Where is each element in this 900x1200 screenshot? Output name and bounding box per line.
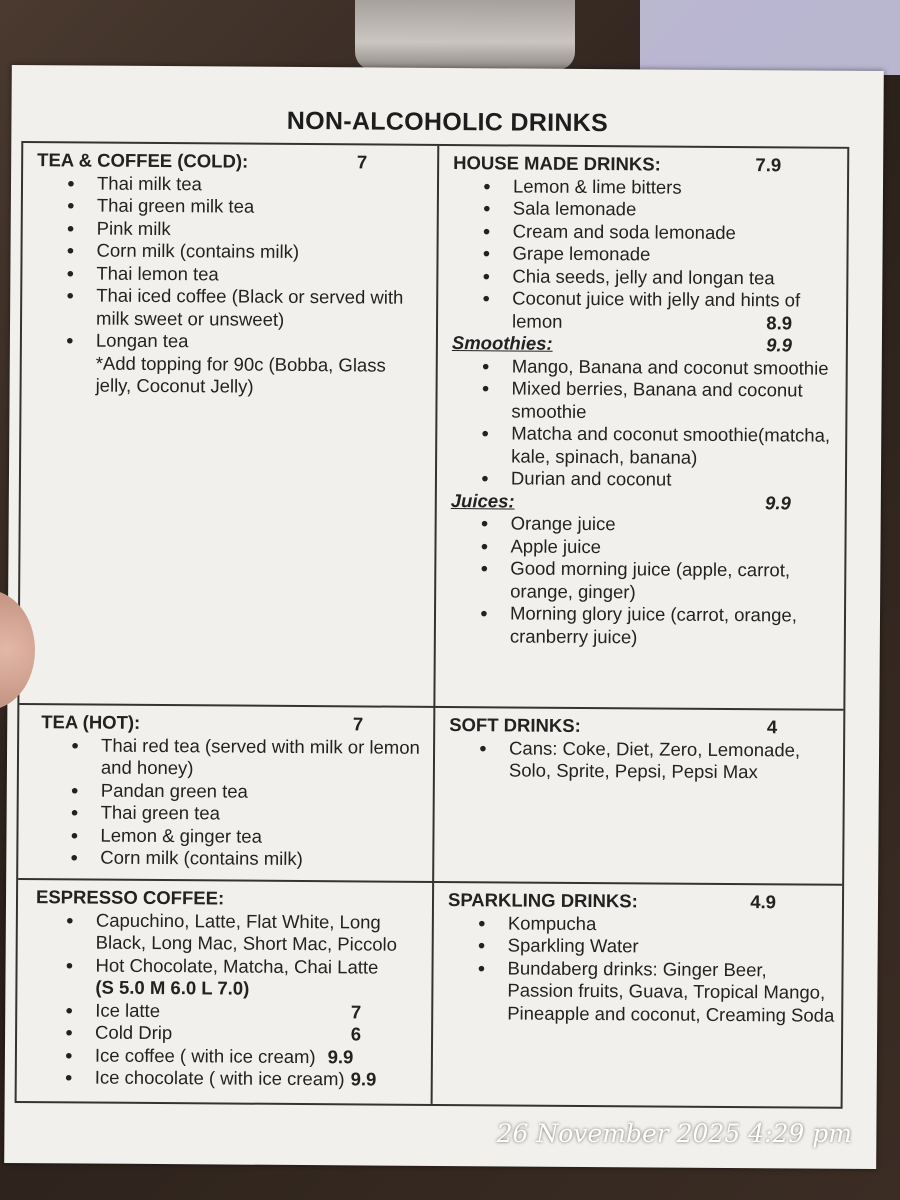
priced-item-list — [35, 999, 422, 1092]
list-item: ● Sala lemonade — [513, 197, 841, 222]
section-soft-drinks — [434, 708, 847, 884]
list-item: ● Pandan green tea — [101, 779, 423, 804]
list-item — [95, 1067, 421, 1092]
item-list — [450, 512, 839, 650]
list-item: ● Lemon & ginger tea — [100, 824, 422, 849]
item-price: 6 — [350, 1023, 362, 1045]
list-item: ● Pink milk — [97, 217, 427, 242]
list-item: ● Thai red tea (served with milk or lemon and honey) — [101, 734, 423, 781]
list-item — [512, 287, 840, 334]
section-tea-coffee-cold — [19, 143, 437, 706]
list-item: ● Chia seeds, jelly and longan tea — [512, 265, 840, 290]
list-item: ● Hot Chocolate, Matcha, Chai Latte — [95, 954, 421, 979]
item-price: 9.9 — [350, 1068, 377, 1090]
section-heading: TEA (HOT): — [41, 711, 141, 733]
section-heading: SPARKLING DRINKS: — [447, 889, 638, 912]
section-header — [36, 886, 422, 911]
list-item: ● Matcha and coconut smoothie(matcha, kale, spinach, banana) — [511, 422, 839, 469]
list-item: ● Cream and soda lemonade — [513, 220, 841, 245]
water-glass — [355, 0, 575, 70]
subsection-price: 9.9 — [765, 491, 791, 513]
section-header — [37, 149, 427, 174]
section-header — [449, 714, 837, 739]
list-item — [95, 1022, 421, 1047]
list-item: ● Kompucha — [508, 912, 836, 937]
list-item: ● Durian and coconut — [511, 467, 839, 492]
subsection-heading: Juices: — [450, 489, 515, 511]
item-list — [36, 172, 427, 355]
section-house-made — [435, 146, 851, 709]
section-header — [453, 152, 841, 177]
menu-sheet — [4, 65, 884, 1169]
list-item: ● Lemon & lime bitters — [513, 175, 841, 200]
item-list — [40, 734, 423, 872]
section-heading: HOUSE MADE DRINKS: — [453, 152, 661, 175]
subsection-header-juices — [451, 490, 839, 515]
item-list — [452, 175, 841, 335]
section-header — [448, 889, 836, 914]
list-item: ● Thai milk tea — [97, 172, 427, 197]
list-item: ● Thai green milk tea — [97, 195, 427, 220]
photo-timestamp: 26 November 2025 4:29 pm — [496, 1119, 852, 1148]
section-header — [41, 711, 423, 736]
section-price: 7.9 — [755, 154, 782, 176]
section-price: 4 — [766, 716, 778, 738]
section-price: 7 — [352, 713, 364, 735]
item-name: Cold Drip — [95, 1021, 173, 1044]
menu-title: NON-ALCOHOLIC DRINKS — [286, 106, 609, 138]
list-item: ● Capuchino, Latte, Flat White, Long Black, Long Mac, Short Mac, Piccolo — [96, 909, 422, 956]
section-tea-hot — [18, 705, 433, 881]
napkin — [640, 0, 900, 75]
section-heading: ESPRESSO COFFEE: — [35, 886, 225, 909]
list-item: ● Corn milk (contains milk) — [96, 240, 426, 265]
list-item: ● Corn milk (contains milk) — [100, 847, 422, 872]
section-espresso — [17, 880, 433, 1106]
topping-note: *Add topping for 90c (Bobba, Glass jelly, Coconut Jelly) — [95, 352, 386, 397]
list-item: ● Mango, Banana and coconut smoothie — [512, 355, 840, 380]
list-item: ● Morning glory juice (carrot, orange, cranberry juice) — [510, 602, 838, 649]
subsection-header-smoothies — [452, 332, 840, 357]
list-item: ● Grape lemonade — [512, 242, 840, 267]
section-sparkling — [433, 883, 847, 1109]
list-item: ● Sparkling Water — [508, 934, 836, 959]
subsection-price: 9.9 — [766, 334, 792, 356]
item-name: Ice chocolate ( with ice cream) — [94, 1066, 345, 1090]
list-item — [95, 1044, 421, 1069]
list-item: ● Apple juice — [510, 535, 838, 560]
list-item: ● Bundaberg drinks: Ginger Beer, Passion fruits, Guava, Tropical Mango, Pineapple and coconut, Creaming Soda — [507, 957, 835, 1027]
list-item: ● Longan tea — [96, 330, 426, 355]
list-item: ● Thai iced coffee (Black or served with milk sweet or unsweet) — [96, 285, 426, 332]
list-item: ● Mixed berries, Banana and coconut smoothie — [511, 377, 839, 424]
list-item: ● Good morning juice (apple, carrot, orange, ginger) — [510, 557, 838, 604]
item-price: 9.9 — [327, 1045, 354, 1067]
item-name: Ice coffee ( with ice cream) — [94, 1044, 316, 1067]
item-name: Coconut juice with jelly and hints of lemon — [511, 287, 801, 332]
size-prices: (S 5.0 M 6.0 L 7.0) — [95, 976, 250, 999]
item-list — [447, 912, 836, 1027]
item-name: Ice latte — [95, 999, 161, 1021]
item-price: 8.9 — [766, 311, 793, 333]
item-list — [451, 355, 840, 493]
section-price: 4.9 — [750, 891, 777, 913]
list-item — [95, 999, 421, 1024]
item-price: 7 — [350, 1000, 362, 1022]
list-item: ● Thai lemon tea — [96, 262, 426, 287]
list-item: ● Thai green tea — [101, 802, 423, 827]
section-price: 7 — [356, 151, 368, 173]
section-heading: SOFT DRINKS: — [449, 714, 581, 736]
subsection-heading: Smoothies: — [451, 332, 553, 354]
section-heading: TEA & COFFEE (COLD): — [37, 149, 249, 172]
list-item: ● Orange juice — [511, 512, 839, 537]
list-item: ● Cans: Coke, Diet, Zero, Lemonade, Solo, Sprite, Pepsi, Pepsi Max — [509, 737, 837, 784]
item-list — [35, 909, 421, 979]
item-list — [449, 737, 837, 785]
menu-grid — [15, 141, 850, 1109]
